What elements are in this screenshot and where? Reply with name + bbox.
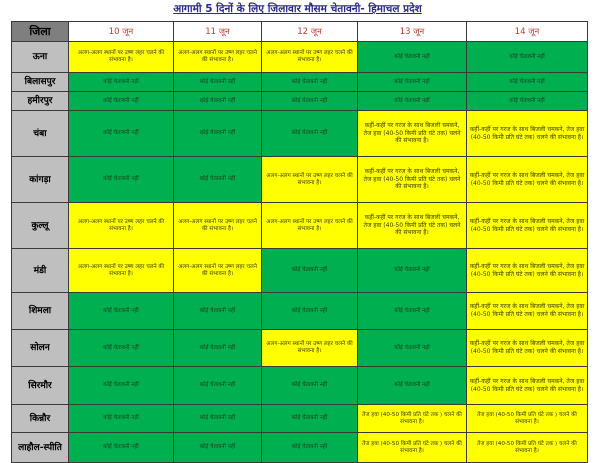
district-name: ऊना	[12, 42, 69, 73]
no-warning-cell	[174, 157, 262, 203]
warning-text: अलग-अलग स्थानों पर उष्ण लहर चलने की संभावना है।	[178, 263, 257, 277]
warning-cell	[262, 203, 358, 249]
warning-cell	[358, 203, 467, 249]
warning-text: कोई चेतावनी नहीं	[291, 444, 328, 450]
warning-text: अलग-अलग स्थानों पर उष्ण लहर चलने की संभावना है।	[178, 218, 257, 232]
warning-cell	[467, 249, 588, 293]
warning-text: कोई चेतावनी नहीं	[291, 415, 328, 421]
no-warning-cell	[262, 73, 358, 92]
table-row	[12, 92, 588, 111]
warning-text: कोई चेतावनी नहीं	[103, 78, 139, 85]
warning-text: कोई चेतावनी नहीं	[199, 176, 236, 182]
district-name: चंबा	[12, 111, 69, 157]
warning-text: कोई चेतावनी नहीं	[291, 130, 328, 136]
table-row	[12, 293, 588, 330]
warning-text: कोई चेतावनी नहीं	[291, 382, 328, 388]
no-warning-cell	[69, 330, 174, 367]
no-warning-cell	[358, 73, 467, 92]
district-name: बिलासपुर	[12, 73, 69, 92]
warning-text: कोई चेतावनी नहीं	[291, 78, 328, 85]
warning-cell	[467, 157, 588, 203]
warning-text: कोई चेतावनी नहीं	[199, 97, 236, 104]
warning-text: कोई चेतावनी नहीं	[394, 53, 430, 60]
warning-cell	[174, 249, 262, 293]
warning-text: कोई चेतावनी नहीं	[509, 97, 545, 104]
warning-cell	[262, 330, 358, 367]
warning-text: कोई चेतावनी नहीं	[199, 444, 236, 450]
warning-cell	[69, 203, 174, 249]
no-warning-cell	[358, 367, 467, 405]
district-name: कुल्लू	[12, 203, 69, 249]
warning-cell	[358, 405, 467, 433]
warning-text: अलग-अलग स्थानों पर उष्ण लहर चलने की संभावना है।	[266, 172, 353, 186]
warning-text: कहीं-कहीं पर गरज के साथ बिजली चमकने, तेज हवा (40-50 किमी प्रति घंटे तक) चलने की संभावना है।	[469, 125, 585, 141]
date-header: 12 जून	[262, 22, 358, 42]
no-warning-cell	[467, 73, 588, 92]
warning-text: कहीं-कहीं पर गरज के साथ बिजली चमकने, तेज हवा (40-50 किमी प्रति घंटे तक) चलने की संभावना है।	[469, 377, 585, 393]
no-warning-cell	[467, 42, 588, 73]
table-row	[12, 330, 588, 367]
warning-text: तेज हवा (40-50 किमी प्रति घंटे तक ) चलने की संभावना है।	[477, 440, 577, 454]
warning-cell	[467, 433, 588, 463]
table-row	[12, 42, 588, 73]
warning-text: अलग-अलग स्थानों पर उष्ण लहर चलने की संभावना है।	[266, 218, 353, 232]
no-warning-cell	[262, 249, 358, 293]
no-warning-cell	[262, 405, 358, 433]
warning-cell	[358, 433, 467, 463]
warning-text: कोई चेतावनी नहीं	[199, 307, 236, 314]
warning-text: कोई चेतावनी नहीं	[394, 97, 430, 104]
date-header: 14 जून	[467, 22, 588, 42]
warning-text: कोई चेतावनी नहीं	[509, 53, 545, 60]
no-warning-cell	[262, 367, 358, 405]
warning-text: अलग-अलग स्थानों पर उष्ण लहर चलने की संभावना है।	[178, 50, 257, 63]
table-row	[12, 405, 588, 433]
table-row	[12, 157, 588, 203]
page-title: आगामी 5 दिनों के लिए जिलावार मौसम चेतावनी- हिमाचल प्रदेश	[173, 3, 422, 15]
warning-text: कोई चेतावनी नहीं	[103, 415, 139, 421]
no-warning-cell	[174, 73, 262, 92]
warning-cell	[262, 157, 358, 203]
table-row	[12, 111, 588, 157]
no-warning-cell	[69, 405, 174, 433]
no-warning-cell	[174, 111, 262, 157]
warning-cell	[358, 111, 467, 157]
warning-cell	[358, 157, 467, 203]
warning-text: कोई चेतावनी नहीं	[103, 97, 139, 104]
warning-text: कोई चेतावनी नहीं	[103, 444, 139, 450]
warning-text: कोई चेतावनी नहीं	[103, 382, 139, 388]
district-name: सोलन	[12, 330, 69, 367]
warning-text: तेज हवा (40-50 किमी प्रति घंटे तक ) चलने की संभावना है।	[362, 411, 462, 425]
no-warning-cell	[69, 157, 174, 203]
district-name: सिरमौर	[12, 367, 69, 405]
no-warning-cell	[174, 293, 262, 330]
district-name: लाहौल-स्पीति	[12, 433, 69, 463]
no-warning-cell	[262, 111, 358, 157]
warning-cell	[467, 405, 588, 433]
warning-cell	[262, 42, 358, 73]
warning-text: कोई चेतावनी नहीं	[291, 267, 328, 273]
date-header: 11 जून	[174, 22, 262, 42]
table-row	[12, 367, 588, 405]
warning-text: कोई चेतावनी नहीं	[103, 176, 139, 182]
warning-text: कहीं-कहीं पर गरज के साथ बिजली चमकने, तेज हवा (40-50 किमी प्रति घंटे तक) चलने की संभावना है।	[469, 217, 585, 233]
warning-cell	[174, 203, 262, 249]
warning-text: कहीं-कहीं पर गरज के साथ बिजली चमकने, तेज हवा (40-50 किमी प्रति घंटे तक) चलने की संभावना है।	[363, 122, 461, 145]
warning-text: अलग-अलग स्थानों पर उष्ण लहर चलने की संभावना है।	[266, 50, 353, 63]
no-warning-cell	[358, 293, 467, 330]
no-warning-cell	[174, 367, 262, 405]
warning-cell	[174, 42, 262, 73]
warning-text: अलग-अलग स्थानों पर उष्ण लहर चलने की संभावना है।	[77, 50, 165, 63]
district-column-header: जिला	[12, 22, 69, 42]
date-header: 10 जून	[69, 22, 174, 42]
warning-text: कोई चेतावनी नहीं	[199, 415, 236, 421]
warning-text: कोई चेतावनी नहीं	[394, 382, 430, 388]
warning-text: कहीं-कहीं पर गरज के साथ बिजली चमकने, तेज हवा (40-50 किमी प्रति घंटे तक) चलने की संभावना है।	[469, 262, 585, 278]
warning-cell	[467, 367, 588, 405]
no-warning-cell	[69, 367, 174, 405]
warning-text: अलग-अलग स्थानों पर उष्ण लहर चलने की संभावना है।	[77, 218, 165, 232]
no-warning-cell	[174, 330, 262, 367]
no-warning-cell	[69, 92, 174, 111]
no-warning-cell	[358, 92, 467, 111]
warning-cell	[467, 330, 588, 367]
warning-text: कोई चेतावनी नहीं	[199, 78, 236, 85]
district-name: किन्नौर	[12, 405, 69, 433]
table-row	[12, 203, 588, 249]
warning-text: कोई चेतावनी नहीं	[103, 130, 139, 136]
warning-text: तेज हवा (40-50 किमी प्रति घंटे तक ) चलने की संभावना है।	[362, 440, 462, 454]
no-warning-cell	[358, 330, 467, 367]
no-warning-cell	[69, 111, 174, 157]
warning-text: कोई चेतावनी नहीं	[199, 382, 236, 388]
no-warning-cell	[174, 92, 262, 111]
warning-text: कहीं-कहीं पर गरज के साथ बिजली चमकने, तेज हवा (40-50 किमी प्रति घंटे तक) चलने की संभावना है।	[469, 171, 585, 187]
warning-text: कोई चेतावनी नहीं	[291, 97, 328, 104]
warning-cell	[467, 111, 588, 157]
warning-cell	[467, 203, 588, 249]
warning-text: कोई चेतावनी नहीं	[199, 344, 236, 351]
table-row	[12, 73, 588, 92]
warning-text: तेज हवा (40-50 किमी प्रति घंटे तक ) चलने की संभावना है।	[477, 411, 577, 425]
warning-text: कहीं-कहीं पर गरज के साथ बिजली चमकने, तेज हवा (40-50 किमी प्रति घंटे तक) चलने की संभावना है।	[469, 340, 585, 355]
no-warning-cell	[174, 433, 262, 463]
warning-text: कोई चेतावनी नहीं	[103, 307, 139, 314]
district-warning-table	[11, 21, 588, 463]
no-warning-cell	[69, 433, 174, 463]
warning-text: कोई चेतावनी नहीं	[291, 307, 328, 314]
warning-text: कोई चेतावनी नहीं	[199, 130, 236, 136]
no-warning-cell	[174, 405, 262, 433]
warning-text: कोई चेतावनी नहीं	[103, 344, 139, 351]
no-warning-cell	[358, 249, 467, 293]
district-name: मंडी	[12, 249, 69, 293]
warning-text: कहीं-कहीं पर गरज के साथ बिजली चमकने, तेज हवा (40-50 किमी प्रति घंटे तक) चलने की संभावना है।	[363, 214, 461, 237]
warning-text: कोई चेतावनी नहीं	[509, 78, 545, 85]
no-warning-cell	[69, 293, 174, 330]
warning-cell	[69, 249, 174, 293]
no-warning-cell	[262, 92, 358, 111]
warning-text: अलग-अलग स्थानों पर उष्ण लहर चलने की संभावना है।	[77, 263, 165, 277]
no-warning-cell	[262, 433, 358, 463]
table-row	[12, 433, 588, 463]
date-header: 13 जून	[358, 22, 467, 42]
warning-text: कोई चेतावनी नहीं	[394, 307, 430, 314]
warning-cell	[467, 293, 588, 330]
table-header-row	[12, 22, 588, 42]
warning-text: कहीं-कहीं पर गरज के साथ बिजली चमकने, तेज हवा (40-50 किमी प्रति घंटे तक) चलने की संभावना है।	[363, 168, 461, 191]
warning-text: कोई चेतावनी नहीं	[394, 78, 430, 85]
no-warning-cell	[69, 73, 174, 92]
warning-text: अलग-अलग स्थानों पर उष्ण लहर चलने की संभावना है।	[266, 341, 353, 354]
warning-text: कहीं-कहीं पर गरज के साथ बिजली चमकने, तेज हवा (40-50 किमी प्रति घंटे तक) चलने की संभावना है।	[469, 303, 585, 318]
no-warning-cell	[467, 92, 588, 111]
warning-cell	[69, 42, 174, 73]
district-name: कांगड़ा	[12, 157, 69, 203]
warning-text: कोई चेतावनी नहीं	[394, 267, 430, 273]
table-body	[12, 42, 588, 463]
warning-text: कोई चेतावनी नहीं	[394, 344, 430, 351]
no-warning-cell	[262, 293, 358, 330]
district-name: हमीरपुर	[12, 92, 69, 111]
no-warning-cell	[358, 42, 467, 73]
table-row	[12, 249, 588, 293]
district-name: शिमला	[12, 293, 69, 330]
